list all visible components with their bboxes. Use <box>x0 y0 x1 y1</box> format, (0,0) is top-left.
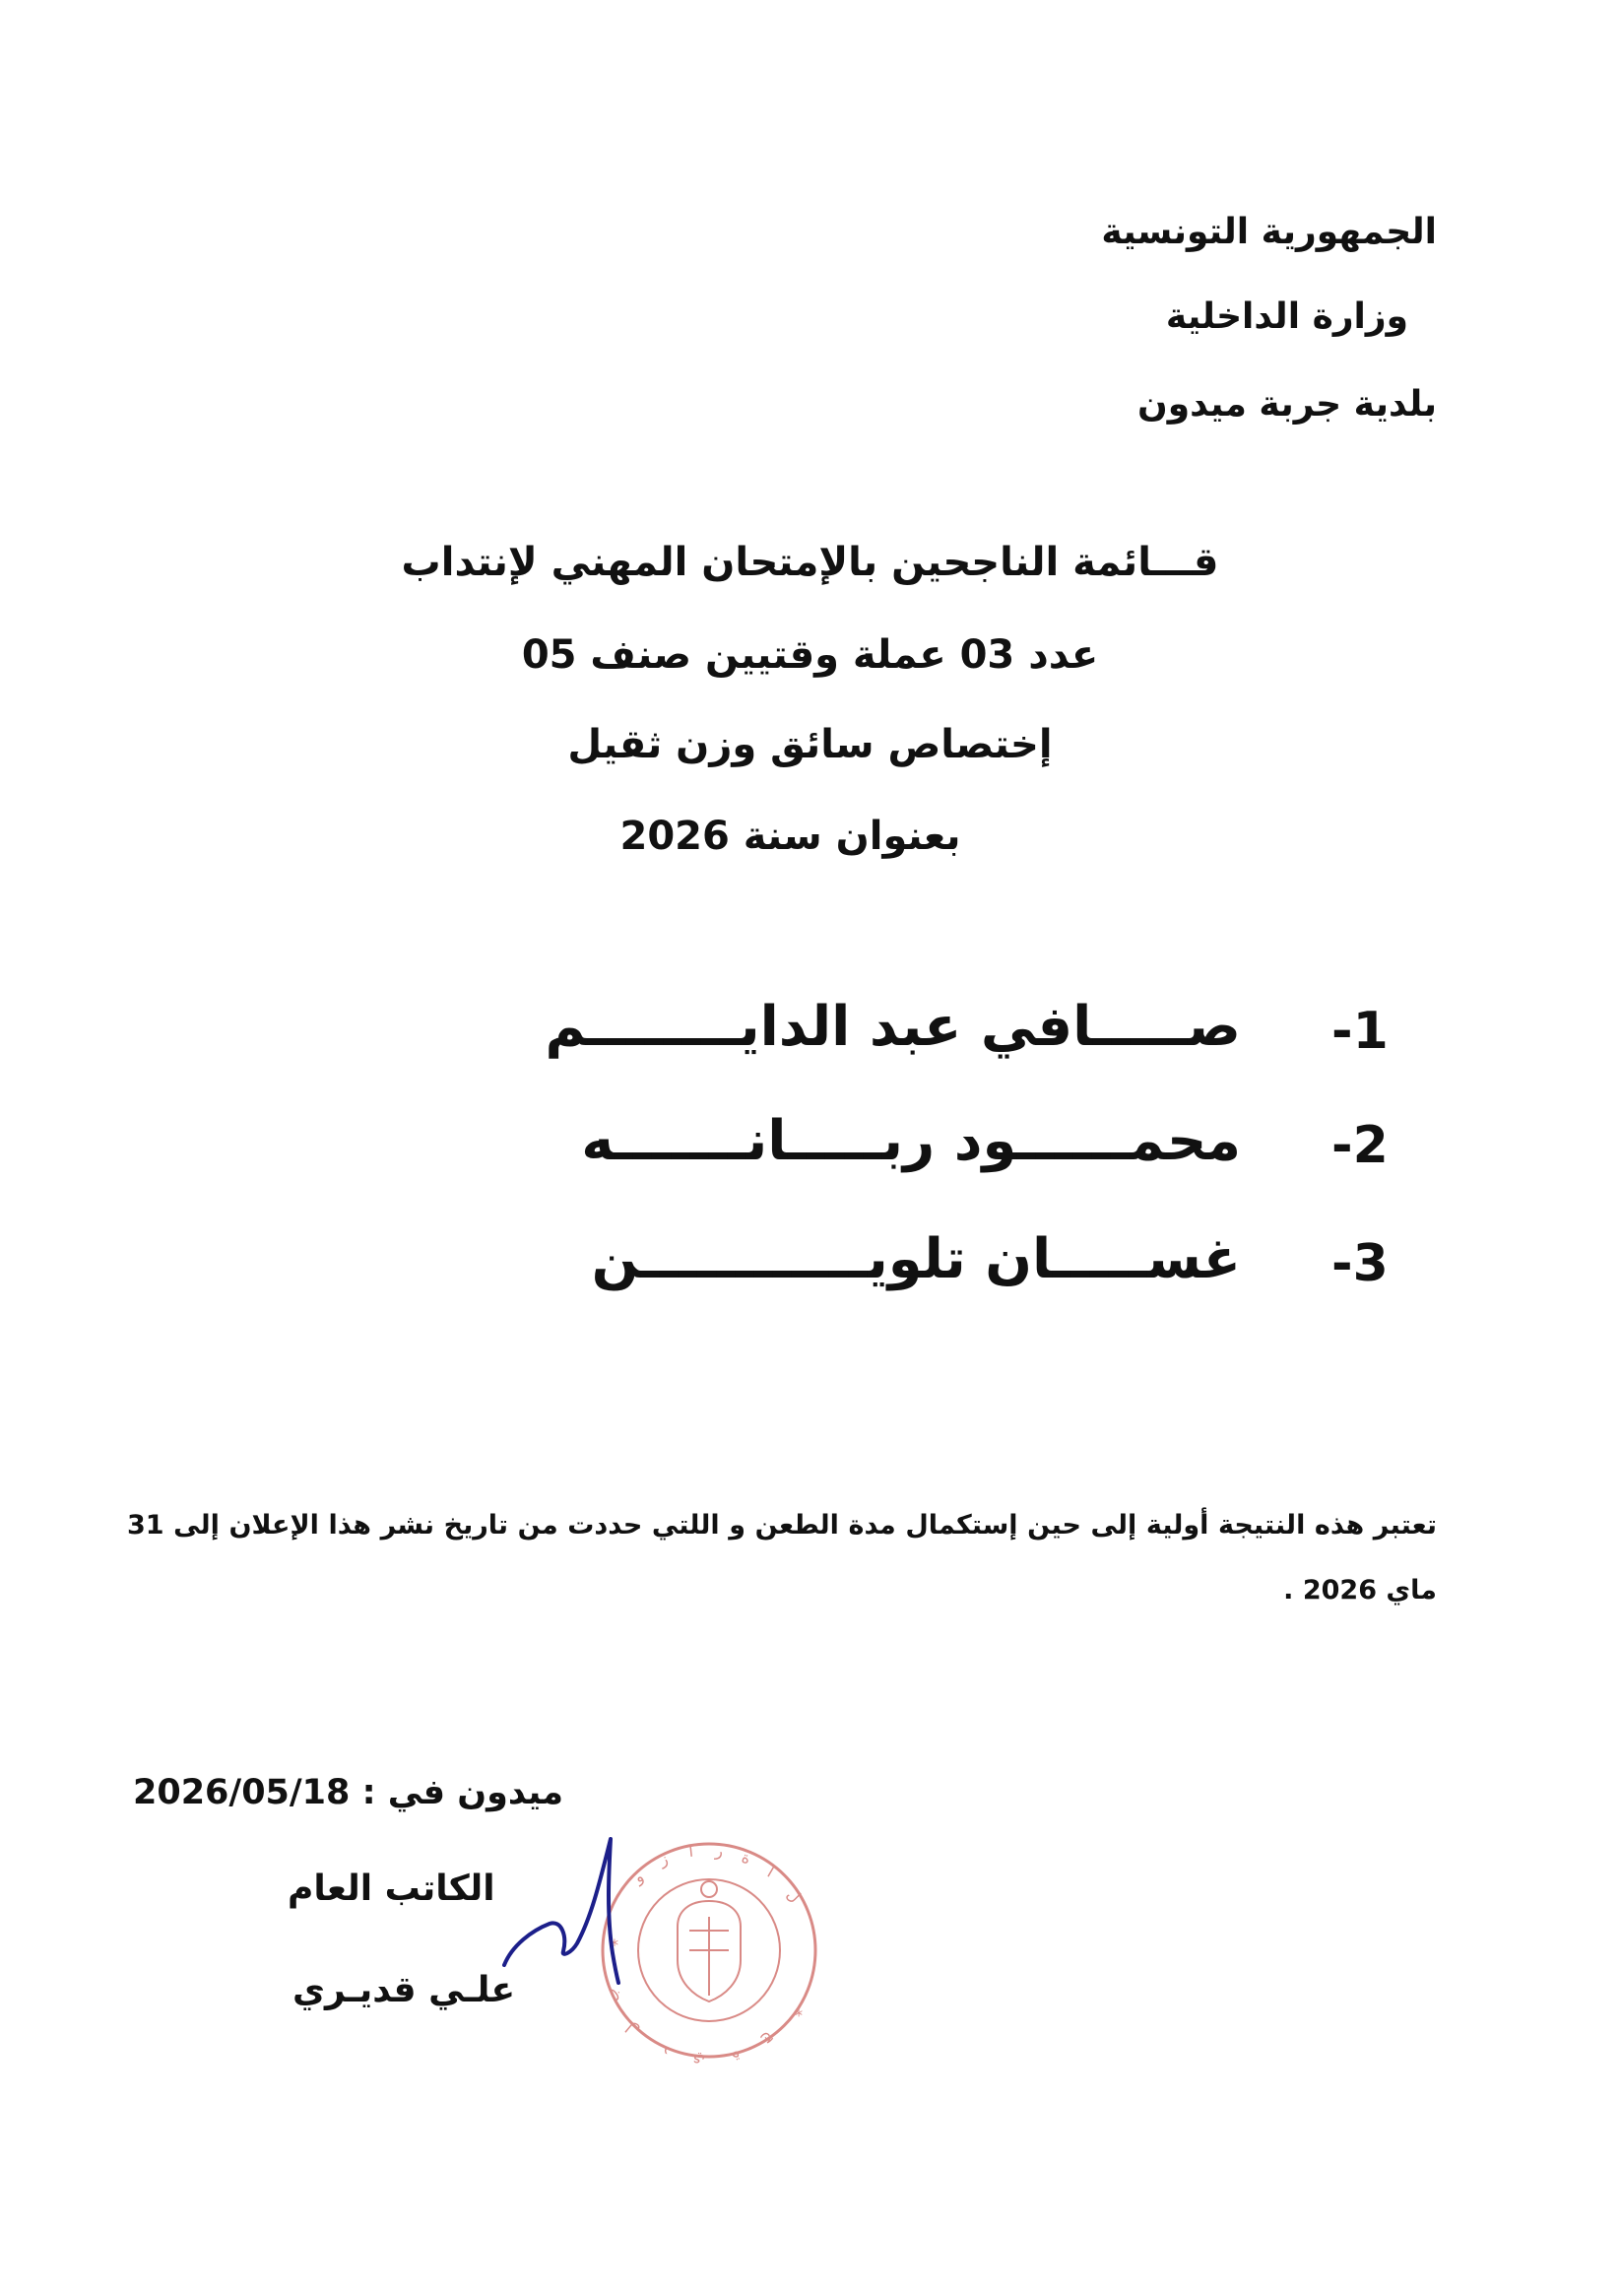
svg-text:ر: ر <box>714 1841 725 1861</box>
header-ministry: وزارة الداخلية <box>1165 296 1408 337</box>
list-item-name: محمــــــود ربـــــانـــــــه <box>581 1109 1241 1173</box>
svg-text:ا: ا <box>687 1841 694 1861</box>
title-line-2: عدد 03 عملة وقتيين صنف 05 <box>521 632 1099 678</box>
svg-text:ي: ي <box>692 2053 705 2071</box>
signatory-name: علـي قديـري <box>292 1970 516 2010</box>
title-line-3: إختصاص سائق وزن ثقيل <box>567 722 1053 767</box>
svg-text:ز: ز <box>657 1849 671 1870</box>
svg-text:ب: ب <box>600 1984 624 2007</box>
signature-scribble <box>492 1827 630 1995</box>
list-item-name: صـــــافي عبد الدايــــــــم <box>545 995 1241 1059</box>
title-line-1: قـــائمة الناجحين بالإمتحان المهني لإنتداب <box>401 540 1219 585</box>
list-item-name: غســـــان تلويــــــــــــن <box>591 1227 1241 1291</box>
svg-text:ج: ج <box>759 2029 780 2052</box>
title-line-4: بعنوان سنة 2026 <box>619 814 961 859</box>
svg-text:ل: ل <box>621 2018 643 2041</box>
svg-text:*: * <box>786 2003 807 2020</box>
svg-text:و: و <box>630 1867 647 1887</box>
svg-text:د: د <box>660 2042 674 2064</box>
svg-text:ل: ل <box>783 1884 805 1907</box>
svg-text:ة: ة <box>729 2047 745 2067</box>
header-republic: الجمهورية التونسية <box>1101 212 1437 252</box>
svg-text:*: * <box>611 1935 618 1954</box>
svg-text:ا: ا <box>764 1863 778 1881</box>
list-item-number: -1 <box>1331 1002 1389 1061</box>
place-date: ميدون في : 2026/05/18 <box>133 1773 564 1812</box>
notice-paragraph: تعتبر هذه النتيجة أولية إلى حين إستكمال مدة الطعن و اللتي حددت من تاريخ نشر هذا الإعلان إلى 31 ماي 2026 . <box>127 1510 1437 1606</box>
list-item-number: -3 <box>1331 1234 1389 1293</box>
svg-text:ة: ة <box>739 1847 753 1869</box>
header-municipality: بلدية جربة ميدون <box>1137 384 1437 425</box>
list-item-number: -2 <box>1331 1116 1389 1175</box>
signatory-title: الكاتب العام <box>288 1869 495 1909</box>
